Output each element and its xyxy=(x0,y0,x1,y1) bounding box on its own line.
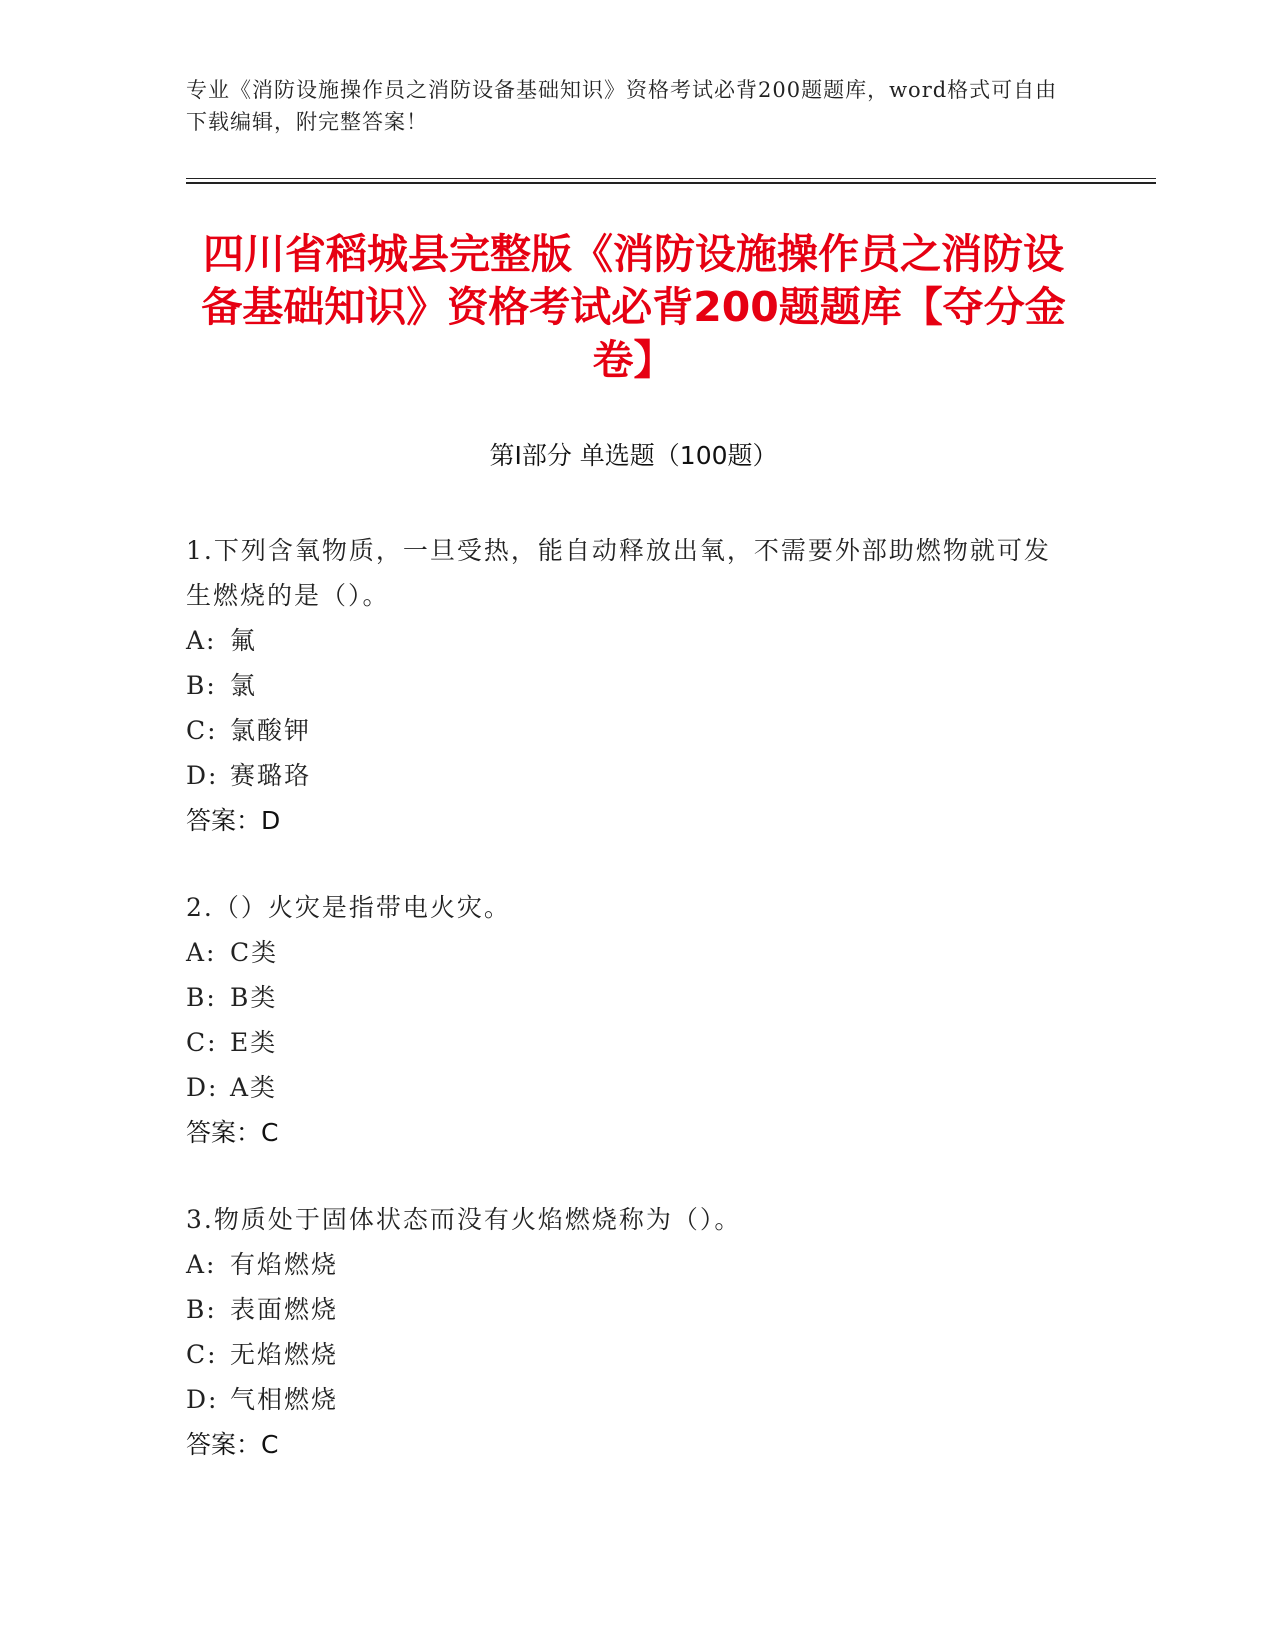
option-key: C: xyxy=(186,1028,218,1057)
question-item xyxy=(186,528,1066,843)
option-key: A: xyxy=(186,938,217,967)
option-text: 气相燃烧 xyxy=(230,1385,339,1414)
option-b xyxy=(186,1287,1066,1332)
option-text: E类 xyxy=(230,1028,278,1057)
option-text: 表面燃烧 xyxy=(230,1295,339,1324)
option-a xyxy=(186,930,1066,975)
section-title: 第I部分 单选题（100题） xyxy=(489,441,778,470)
option-key: B: xyxy=(186,671,217,700)
option-c xyxy=(186,708,1066,753)
document-title: 四川省稻城县完整版《消防设施操作员之消防设备基础知识》资格考试必背200题题库【夺分金卷】 xyxy=(201,230,1066,384)
option-a xyxy=(186,618,1066,663)
header-note: 专业《消防设施操作员之消防设备基础知识》资格考试必背200题题库，word格式可自由下载编辑，附完整答案！ xyxy=(186,78,1058,134)
question-list xyxy=(186,528,1066,1509)
option-text: 氟 xyxy=(230,626,258,655)
question-stem: 1.下列含氧物质，一旦受热，能自动释放出氧，不需要外部助燃物就可发生燃烧的是（）。 xyxy=(186,536,1051,610)
option-text: B类 xyxy=(230,983,278,1012)
option-text: 赛璐珞 xyxy=(230,761,312,790)
option-c xyxy=(186,1020,1066,1065)
question-item xyxy=(186,1197,1066,1467)
option-text: 氯酸钾 xyxy=(230,716,312,745)
option-text: C类 xyxy=(230,938,279,967)
option-text: 无焰燃烧 xyxy=(230,1340,339,1369)
question-item xyxy=(186,885,1066,1155)
option-text: A类 xyxy=(230,1073,278,1102)
answer: 答案：D xyxy=(186,806,281,835)
option-key: D: xyxy=(186,761,219,790)
option-c xyxy=(186,1332,1066,1377)
option-key: B: xyxy=(186,983,217,1012)
option-key: C: xyxy=(186,716,218,745)
option-key: D: xyxy=(186,1073,219,1102)
option-key: D: xyxy=(186,1385,219,1414)
option-a xyxy=(186,1242,1066,1287)
option-key: A: xyxy=(186,626,217,655)
option-d xyxy=(186,1065,1066,1110)
option-text: 氯 xyxy=(230,671,258,700)
question-stem: 3.物质处于固体状态而没有火焰燃烧称为（）。 xyxy=(186,1205,742,1234)
option-key: B: xyxy=(186,1295,217,1324)
option-text: 有焰燃烧 xyxy=(230,1250,339,1279)
answer: 答案：C xyxy=(186,1118,279,1147)
option-b xyxy=(186,663,1066,708)
option-b xyxy=(186,975,1066,1020)
option-d xyxy=(186,753,1066,798)
header-divider xyxy=(186,178,1156,184)
option-key: A: xyxy=(186,1250,217,1279)
option-d xyxy=(186,1377,1066,1422)
option-key: C: xyxy=(186,1340,218,1369)
question-stem: 2.（）火灾是指带电火灾。 xyxy=(186,893,511,922)
answer: 答案：C xyxy=(186,1430,279,1459)
